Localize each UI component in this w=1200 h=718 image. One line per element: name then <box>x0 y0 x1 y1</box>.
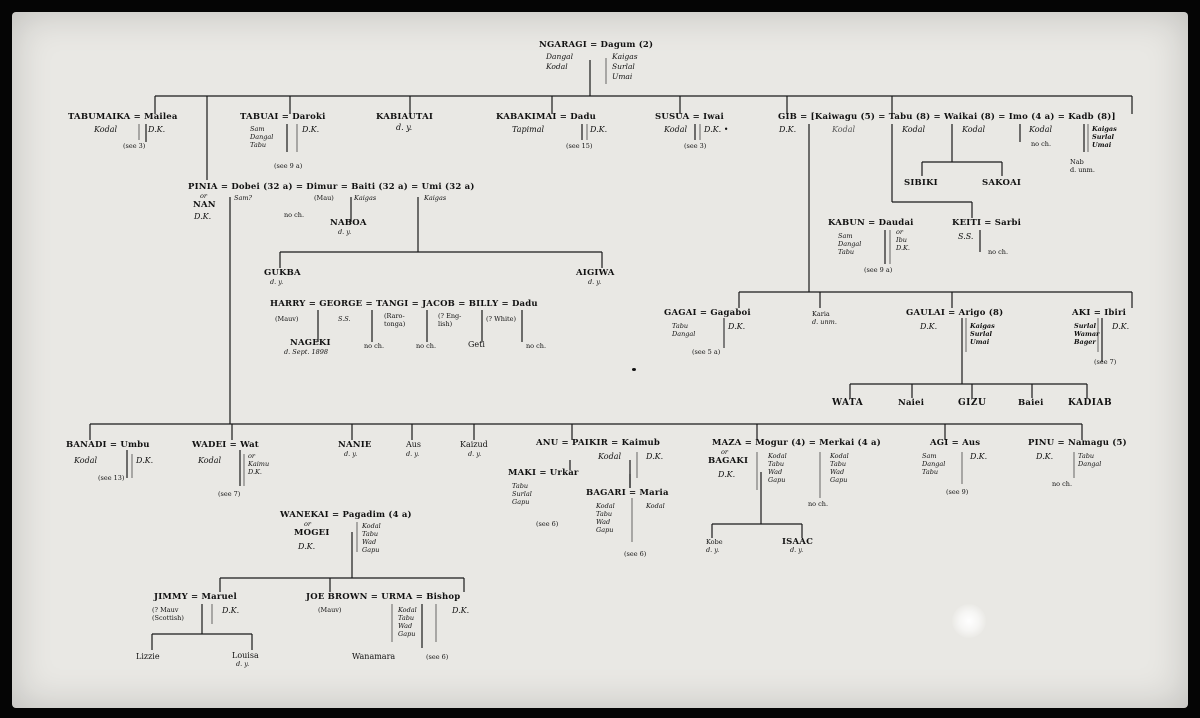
nab-node <box>1070 158 1095 174</box>
affil: Tabu <box>1078 452 1095 460</box>
gizu-name: GIZU <box>958 398 987 408</box>
kobe-node <box>706 538 723 554</box>
gukba-status: d. y. <box>270 278 284 286</box>
kadiab-name: KADIAB <box>1068 398 1113 408</box>
harry-line: HARRY = GEORGE = TANGI = JACOB = BILLY = Dadu <box>270 299 538 309</box>
affil: Wad <box>362 538 377 546</box>
kabiautai-name: KABIAUTAI <box>376 112 434 122</box>
keiti-affil: S.S. <box>958 232 974 241</box>
affil: Kodal <box>362 522 381 530</box>
bagari-name: BAGARI = Maria <box>586 488 669 498</box>
kabun-name: KABUN = Daudai <box>828 218 914 228</box>
genealogy-slide <box>12 12 1188 708</box>
origin: lish) <box>438 320 453 328</box>
aigiwa-name: AIGIWA <box>576 268 615 278</box>
anu-affil: Kodal <box>598 452 622 461</box>
agi-affil <box>922 452 945 476</box>
gagai-affil <box>672 322 695 338</box>
kobe-name: Kobe <box>706 538 723 546</box>
origin: (Raro- <box>384 312 405 320</box>
nanie-status: d. y. <box>344 450 358 458</box>
affil: Sam <box>922 452 937 460</box>
affil: Tabu <box>838 248 855 256</box>
pinia-wife1-affil: Sam? <box>234 194 252 202</box>
pinu-no-children: no ch. <box>1052 480 1073 488</box>
joe-brown-ref: (see 6) <box>426 653 449 661</box>
affil: Kodal <box>546 62 568 71</box>
karia-status: d. unm. <box>812 318 837 326</box>
wanekai-alt-name: MOGEI <box>294 528 330 538</box>
pinu-spouse-affil <box>1078 452 1101 468</box>
ngaragi-right-affil <box>612 52 638 82</box>
ngaragi-name: NGARAGI = Dagum (2) <box>539 40 654 50</box>
anu-name: ANU = PAIKIR = Kaimub <box>536 438 661 448</box>
wanekai-dk: D.K. <box>298 542 316 551</box>
affil: Kodal <box>768 452 787 460</box>
affil: or <box>896 228 904 236</box>
aus-name: Aus <box>406 440 422 449</box>
susua-dk: D.K. • <box>704 125 729 134</box>
maki-affil <box>512 482 532 506</box>
karia-name: Karia <box>812 310 830 318</box>
banadi-ref: (see 13) <box>98 474 125 482</box>
merkai-affil <box>830 452 849 484</box>
dimur-affil: (Mau) <box>314 194 334 202</box>
affil: Surlal <box>1074 322 1096 330</box>
kaizud-status: d. y. <box>468 450 482 458</box>
tabuai-affil <box>250 125 273 149</box>
tabumaika-affil: Kodal <box>94 125 118 134</box>
affil: Tabu <box>596 510 613 518</box>
kobe-status: d. y. <box>706 546 720 554</box>
jimmy-origin <box>152 606 184 622</box>
affil: Tabu <box>768 460 785 468</box>
isaac-status: d. y. <box>790 546 804 554</box>
sakoai-name: SAKOAI <box>982 178 1022 188</box>
affil: Wad <box>596 518 611 526</box>
affil: Dangal <box>672 330 696 338</box>
affil: Surlal <box>1092 133 1114 141</box>
maki-ref: (see 6) <box>536 520 559 528</box>
baiei-name: Baiei <box>1018 398 1044 408</box>
banadi-name: BANADI = Umbu <box>66 440 150 450</box>
affil: Kodal <box>398 606 417 614</box>
maki-name: MAKI = Urkar <box>508 468 579 478</box>
tabuai-name: TABUAI = Daroki <box>240 112 326 122</box>
pinu-dk: D.K. <box>1036 452 1054 461</box>
keiti-name: KEITI = Sarbi <box>952 218 1022 228</box>
affil: Kaigas <box>612 52 638 61</box>
nab-status: d. unm. <box>1070 166 1095 174</box>
tangi-no-children: no ch. <box>416 342 437 350</box>
tabumaika-ref: (see 3) <box>123 142 146 150</box>
jacob-origin <box>438 312 461 328</box>
tabuai-ref: (see 9 a) <box>274 162 303 170</box>
wadei-name: WADEI = Wat <box>192 440 259 450</box>
urma-affil <box>398 606 417 638</box>
ink-speck <box>632 368 636 371</box>
susua-name: SUSUA = Iwai <box>655 112 724 122</box>
nab-name: Nab <box>1070 158 1084 166</box>
gib-no-children: no ch. <box>1031 140 1052 148</box>
affil: Wad <box>830 468 845 476</box>
harry-origin: (Mauv) <box>275 315 299 323</box>
affil: Sam <box>250 125 265 133</box>
kabakimai-ref: (see 15) <box>566 142 593 150</box>
pinia-dk: D.K. <box>194 212 212 221</box>
naiei-name: Naiei <box>898 398 925 408</box>
louisa-status: d. y. <box>236 660 250 668</box>
affil: Kodal <box>830 452 849 460</box>
affil: Umai <box>1092 141 1112 149</box>
affil: Wad <box>398 622 413 630</box>
bishop-dk: D.K. <box>452 606 470 615</box>
affil: Dangal <box>546 52 573 61</box>
susua-affil: Kodal <box>664 125 688 134</box>
affil: Tabu <box>362 530 379 538</box>
kaizud-node <box>460 440 488 458</box>
louisa-name: Louisa <box>232 651 259 660</box>
tabumaika-dk: D.K. <box>148 125 166 134</box>
ngaragi-left-affil <box>546 52 573 72</box>
wanekai-or: or <box>304 520 312 528</box>
joe-brown-origin: (Mauv) <box>318 606 342 614</box>
maza-alt-name: BAGAKI <box>708 456 749 466</box>
affil: Gapu <box>596 526 614 534</box>
origin: tonga) <box>384 320 406 328</box>
wadei-spouse-affil <box>248 452 269 476</box>
banadi-dk: D.K. <box>136 456 154 465</box>
gaulai-dk: D.K. <box>920 322 938 331</box>
gib-dk: D.K. <box>779 125 797 134</box>
banadi-affil: Kodal <box>74 456 98 465</box>
aigiwa-status: d. y. <box>588 278 602 286</box>
pinia-name: PINIA = Dobei (32 a) = Dimur = Baiti (32 a) = Umi (32 a) <box>188 182 475 192</box>
lizzie-name: Lizzie <box>136 652 160 661</box>
light-glare <box>952 604 986 638</box>
wadei-ref: (see 7) <box>218 490 241 498</box>
maza-or: or <box>721 448 729 456</box>
origin: (Scottish) <box>152 614 184 622</box>
affil: Tabu <box>922 468 939 476</box>
affil: Tabu <box>398 614 415 622</box>
gagai-dk: D.K. <box>728 322 746 331</box>
joe-brown-line: JOE BROWN = URMA = Bishop <box>306 592 461 602</box>
aus-status: d. y. <box>406 450 420 458</box>
affil: Dangal <box>922 460 946 468</box>
karia-node <box>812 310 837 326</box>
affil: Tabu <box>250 141 267 149</box>
affil: Umai <box>612 72 633 81</box>
gagai-name: GAGAI = Gagaboi <box>664 308 751 318</box>
tabumaika-name: TABUMAIKA = Mailea <box>68 112 178 122</box>
sibiki-name: SIBIKI <box>904 178 938 188</box>
pinu-name: PINU = Namagu (5) <box>1028 438 1127 448</box>
bagari-ref: (see 6) <box>624 550 647 558</box>
wanekai-name: WANEKAI = Pagadim (4 a) <box>280 510 412 520</box>
merkai-no-children: no ch. <box>808 500 829 508</box>
gagai-ref: (see 5 a) <box>692 348 721 356</box>
kabakimai-name: KABAKIMAI = Dadu <box>496 112 597 122</box>
aki-affil <box>1074 322 1099 346</box>
pagadim-affil <box>362 522 381 554</box>
gib-name: GIB = [Kaiwagu (5) = Tabu (8) = Waikai (8) = Imo (4 a) = Kadb (8)] <box>778 112 1116 122</box>
gukba-node <box>264 268 301 286</box>
naboa-name: NABOA <box>330 218 367 228</box>
pinia-alt-name: NAN <box>193 200 216 210</box>
bagari-affil <box>596 502 615 534</box>
agi-dk: D.K. <box>970 452 988 461</box>
nanie-name: NANIE <box>338 440 372 450</box>
kabun-ref: (see 9 a) <box>864 266 893 274</box>
bagari-spouse-affil: Kodal <box>646 502 665 510</box>
mogur-affil <box>768 452 787 484</box>
affil: Dangal <box>1078 460 1102 468</box>
aki-name: AKI = Ibiri <box>1072 308 1127 318</box>
affil: Bager <box>1074 338 1096 346</box>
agi-name: AGI = Aus <box>930 438 981 448</box>
louisa-node <box>232 652 259 668</box>
wanamara-name: Wanamara <box>352 652 396 661</box>
aki-dk: D.K. <box>1112 322 1130 331</box>
origin: (? Mauv <box>152 606 179 614</box>
geti-name: Geti <box>468 340 485 349</box>
gukba-name: GUKBA <box>264 268 301 278</box>
billy-origin: (? White) <box>486 315 517 323</box>
billy-no-children: no ch. <box>526 342 547 350</box>
affil: Tabu <box>512 482 529 490</box>
tangi-origin <box>384 312 405 328</box>
agi-ref: (see 9) <box>946 488 969 496</box>
maza-dk: D.K. <box>718 470 736 479</box>
wadei-affil: Kodal <box>198 456 222 465</box>
affil: Wamar <box>1074 330 1100 338</box>
wata-name: WATA <box>832 398 864 408</box>
gib-wife5-affil <box>1092 125 1117 149</box>
aigiwa-node <box>576 268 615 286</box>
affil: D.K. <box>248 468 262 476</box>
pinia-no-children: no ch. <box>284 211 305 219</box>
affil: Surlal <box>512 490 532 498</box>
anu-dk: D.K. <box>646 452 664 461</box>
affil: Wad <box>768 468 783 476</box>
keiti-no-children: no ch. <box>988 248 1009 256</box>
nageki-name: NAGEKI <box>290 338 331 348</box>
nanie-node <box>338 440 372 458</box>
susua-ref: (see 3) <box>684 142 707 150</box>
affil: Gapu <box>398 630 416 638</box>
kabakimai-affil: Tapimal <box>512 125 545 134</box>
affil: Kaimu <box>248 460 270 468</box>
pinia-or: or <box>200 192 208 200</box>
affil: D.K. <box>896 244 910 252</box>
nageki-node <box>284 338 331 356</box>
umi-affil: Kaigas <box>424 194 447 202</box>
naboa-status: d. y. <box>338 228 352 236</box>
naboa-node <box>330 218 367 236</box>
baiti-affil: Kaigas <box>354 194 377 202</box>
gib-affil: Kodal <box>832 125 856 134</box>
gib-wife2-affil: Kodal <box>902 125 926 134</box>
jimmy-dk: D.K. <box>222 606 240 615</box>
aki-ref: (see 7) <box>1094 358 1117 366</box>
affil: Dangal <box>250 133 274 141</box>
kabiautai-status: d. y. <box>396 123 413 132</box>
affil: Dangal <box>838 240 862 248</box>
george-affil: S.S. <box>338 315 351 323</box>
isaac-name: ISAAC <box>782 537 814 547</box>
gaulai-name: GAULAI = Arigo (8) <box>906 308 1004 318</box>
affil: Sam <box>838 232 853 240</box>
affil: Tabu <box>830 460 847 468</box>
kaizud-name: Kaizud <box>460 440 488 449</box>
affil: Gapu <box>768 476 786 484</box>
george-no-children: no ch. <box>364 342 385 350</box>
gaulai-spouse-affil <box>970 322 995 346</box>
nageki-status: d. Sept. 1898 <box>284 348 329 356</box>
kabakimai-dk: D.K. <box>590 125 608 134</box>
affil: Ibu <box>896 236 907 244</box>
affil: Gapu <box>830 476 848 484</box>
affil: Umai <box>970 338 990 346</box>
affil: Gapu <box>512 498 530 506</box>
affil: Surlal <box>970 330 992 338</box>
maza-name: MAZA = Mogur (4) = Merkai (4 a) <box>712 438 881 448</box>
affil: Tabu <box>672 322 689 330</box>
jimmy-name: JIMMY = Maruel <box>154 592 237 602</box>
affil: Kodal <box>596 502 615 510</box>
gib-wife4-affil: Kodal <box>1029 125 1053 134</box>
kabun-affil <box>838 232 861 256</box>
isaac-node <box>782 538 813 554</box>
gib-wife3-affil: Kodal <box>962 125 986 134</box>
tabuai-dk: D.K. <box>302 125 320 134</box>
affil: Gapu <box>362 546 380 554</box>
affil: or <box>248 452 256 460</box>
kabun-spouse-affil <box>896 228 910 252</box>
affil: Kaigas <box>1092 125 1117 133</box>
affil: Kaigas <box>970 322 995 330</box>
aus-node <box>406 440 421 458</box>
origin: (? Eng- <box>438 312 462 320</box>
affil: Surlal <box>612 62 635 71</box>
